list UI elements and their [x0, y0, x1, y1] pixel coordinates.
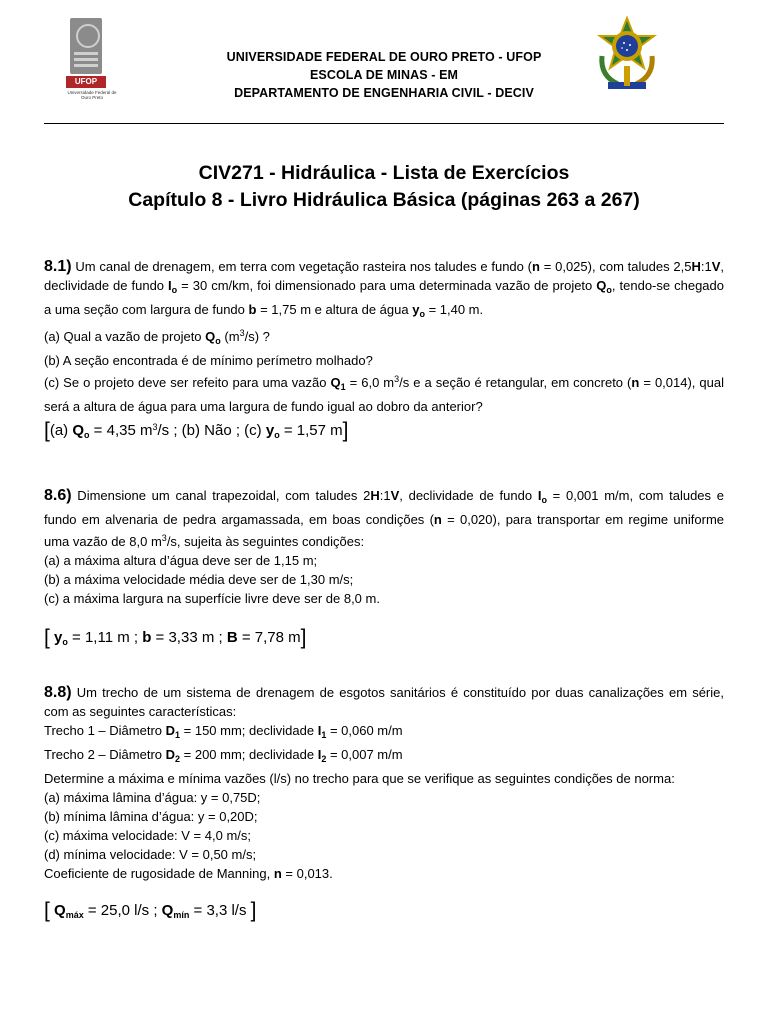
exercise-number: 8.8) [44, 684, 72, 701]
exercise-8-8 [44, 683, 724, 883]
exercise-8-8-item-b: (b) mínima lâmina d’água: y = 0,20D; [44, 809, 258, 824]
exercise-8-1-item-c: (c) Se o projeto deve ser refeito para uma vazão $Q_1 = 6,0$ $m^3/s$ e a seção é retangular, em concreto (n = 0,014), qual será a altura de água para uma largura de fundo igual ao dobro da anterior? [44, 374, 725, 414]
exercise-8-8-item-d: (d) mínima velocidade: V = 0,50 m/s; [44, 847, 257, 862]
exercise-8-1-item-a: (a) Qual a vazão de projeto $Q_o$ $(m^3/s)$ ? [44, 328, 270, 346]
exercise-8-6-answer: [ $y_o = 1,11$ m ; b = 3,33 m ; B = 7,78 m] [44, 626, 307, 649]
exercise-8-8-answer: [ $Q_{máx} = 25,0$ l/s ; $Q_{mín} = 3,3$ l/s ] [44, 899, 257, 922]
exercise-8-1-answer: [(a) $Q_o = 4,35$ $m^3/s$ ; (b) Não ; (c) $y_o = 1,57$ m] [44, 419, 349, 442]
exercise-8-8-manning: Coeficiente de rugosidade de Manning, n = 0,013. [44, 866, 333, 881]
exercise-8-6-statement: 8.6) Dimensione um canal trapezoidal, com taludes 2H:1V, declividade de fundo $I_o = 0,001$ m/m, com taludes e fundo em alvenaria de pedra argamassada, em boas condições (n = 0,020), para transportar em regime uniforme uma vazão de 8,0 $m^3/s$, sujeita às seguintes condições: [44, 487, 724, 549]
title-line-course: CIV271 - Hidráulica - Lista de Exercícios [198, 162, 570, 184]
title-line-chapter: Capítulo 8 - Livro Hidráulica Básica (páginas 263 a 267) [128, 189, 640, 211]
ufop-logo [64, 16, 124, 102]
header-divider [44, 123, 724, 124]
exercise-8-8-determine: Determine a máxima e mínima vazões (l/s) no trecho para que se verifique as seguintes condições de norma: [44, 771, 675, 786]
exercise-8-8-trecho-2: Trecho 2 – Diâmetro $D_2 = 200$ mm; declividade $I_2 = 0,007$ m/m [44, 747, 403, 764]
exercise-8-6 [44, 486, 724, 608]
exercise-8-1 [44, 257, 724, 416]
exercise-8-6-item-b: (b) a máxima velocidade média deve ser de 1,30 m/s; [44, 572, 354, 587]
exercise-8-6-item-a: (a) a máxima altura d’água deve ser de 1,15 m; [44, 553, 318, 568]
header-line-department: DEPARTAMENTO DE ENGENHARIA CIVIL - DECIV [234, 86, 534, 100]
exercise-number: 8.1) [44, 258, 72, 275]
institution-header [150, 48, 618, 102]
exercise-number: 8.6) [44, 487, 72, 504]
exercise-8-8-item-a: (a) máxima lâmina d’água: y = 0,75D; [44, 790, 261, 805]
exercise-8-8-statement: 8.8) Um trecho de um sistema de drenagem de esgotos sanitários é constituído por duas canalizações em série, com as seguintes características: [44, 684, 724, 719]
ufop-emblem-icon [70, 18, 102, 74]
ufop-logo-subtitle: Universidade Federal de Ouro Preto [67, 90, 117, 100]
exercise-8-6-item-c: (c) a máxima largura na superfície livre deve ser de 8,0 m. [44, 591, 380, 606]
exercise-8-1-statement: 8.1) Um canal de drenagem, em terra com vegetação rasteira nos taludes e fundo (n = 0,025), com taludes 2,5H:1V, declividade de fundo $I_o = 30$ cm/km, foi dimensionado para uma determinada vazão de projeto $Q_o$, tendo-se chegado a uma seção com largura de fundo b = 1,75 m e altura de água $y_o = 1,40$ m. [44, 258, 724, 319]
exercise-8-8-trecho-1: Trecho 1 – Diâmetro $D_1 = 150$ mm; declividade $I_1 = 0,060$ m/m [44, 723, 403, 740]
ufop-logo-tag: UFOP [66, 76, 106, 88]
exercise-8-8-item-c: (c) máxima velocidade: V = 4,0 m/s; [44, 828, 251, 843]
exercise-8-1-item-b: (b) A seção encontrada é de mínimo perímetro molhado? [44, 353, 373, 368]
page-title [44, 160, 724, 214]
header-line-university: UNIVERSIDADE FEDERAL DE OURO PRETO - UFOP [226, 50, 542, 64]
header-line-school: ESCOLA DE MINAS - EM [309, 68, 459, 82]
